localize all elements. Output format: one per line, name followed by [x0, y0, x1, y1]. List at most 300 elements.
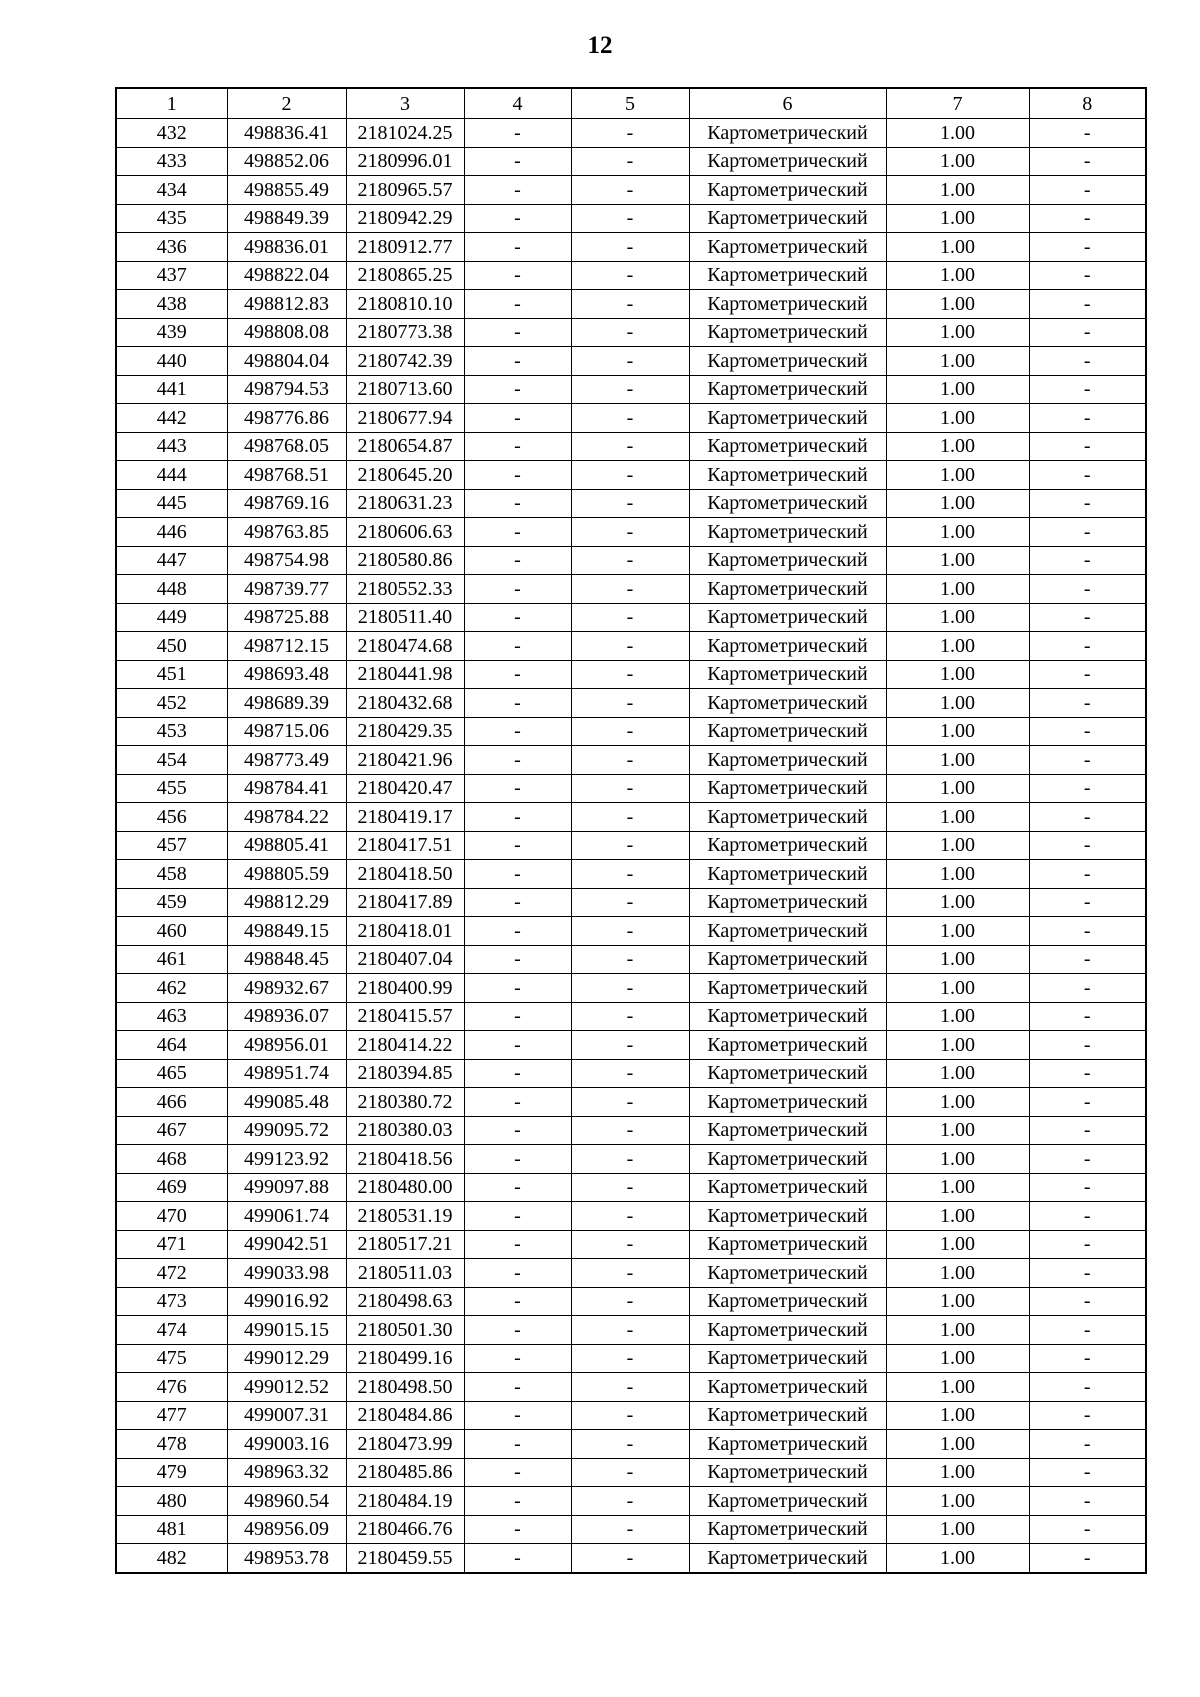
- y-coordinate-cell: 2180417.51: [346, 831, 464, 860]
- accuracy-cell: 1.00: [886, 831, 1029, 860]
- column-header: 6: [689, 88, 886, 119]
- point-number-cell: 443: [116, 432, 227, 461]
- column-5-cell: -: [571, 347, 689, 376]
- column-4-cell: -: [464, 1430, 571, 1459]
- column-4-cell: -: [464, 1487, 571, 1516]
- point-number-cell: 473: [116, 1287, 227, 1316]
- method-cell: Картометрический: [689, 746, 886, 775]
- column-8-cell: -: [1029, 717, 1146, 746]
- point-number-cell: 437: [116, 261, 227, 290]
- method-cell: Картометрический: [689, 689, 886, 718]
- table-row: [116, 803, 1146, 832]
- table-row: [116, 1173, 1146, 1202]
- method-cell: Картометрический: [689, 1173, 886, 1202]
- table-row: [116, 290, 1146, 319]
- column-5-cell: -: [571, 1259, 689, 1288]
- y-coordinate-cell: 2180380.72: [346, 1088, 464, 1117]
- column-8-cell: -: [1029, 375, 1146, 404]
- table-row: [116, 1202, 1146, 1231]
- method-cell: Картометрический: [689, 290, 886, 319]
- x-coordinate-cell: 498715.06: [227, 717, 346, 746]
- x-coordinate-cell: 498855.49: [227, 176, 346, 205]
- column-8-cell: -: [1029, 347, 1146, 376]
- column-8-cell: -: [1029, 261, 1146, 290]
- accuracy-cell: 1.00: [886, 518, 1029, 547]
- method-cell: Картометрический: [689, 831, 886, 860]
- column-8-cell: -: [1029, 1316, 1146, 1345]
- y-coordinate-cell: 2180418.56: [346, 1145, 464, 1174]
- column-4-cell: -: [464, 1031, 571, 1060]
- method-cell: Картометрический: [689, 204, 886, 233]
- accuracy-cell: 1.00: [886, 375, 1029, 404]
- point-number-cell: 458: [116, 860, 227, 889]
- column-8-cell: -: [1029, 860, 1146, 889]
- method-cell: Картометрический: [689, 1002, 886, 1031]
- column-4-cell: -: [464, 660, 571, 689]
- column-8-cell: -: [1029, 1515, 1146, 1544]
- accuracy-cell: 1.00: [886, 147, 1029, 176]
- method-cell: Картометрический: [689, 575, 886, 604]
- x-coordinate-cell: 498956.09: [227, 1515, 346, 1544]
- x-coordinate-cell: 498953.78: [227, 1544, 346, 1573]
- table-row: [116, 632, 1146, 661]
- accuracy-cell: 1.00: [886, 176, 1029, 205]
- method-cell: Картометрический: [689, 1116, 886, 1145]
- x-coordinate-cell: 499097.88: [227, 1173, 346, 1202]
- point-number-cell: 442: [116, 404, 227, 433]
- point-number-cell: 438: [116, 290, 227, 319]
- column-5-cell: -: [571, 204, 689, 233]
- method-cell: Картометрический: [689, 974, 886, 1003]
- y-coordinate-cell: 2180511.03: [346, 1259, 464, 1288]
- x-coordinate-cell: 498804.04: [227, 347, 346, 376]
- column-4-cell: -: [464, 746, 571, 775]
- table-row: [116, 318, 1146, 347]
- column-5-cell: -: [571, 518, 689, 547]
- x-coordinate-cell: 498805.59: [227, 860, 346, 889]
- point-number-cell: 446: [116, 518, 227, 547]
- method-cell: Картометрический: [689, 318, 886, 347]
- point-number-cell: 451: [116, 660, 227, 689]
- x-coordinate-cell: 499061.74: [227, 1202, 346, 1231]
- point-number-cell: 439: [116, 318, 227, 347]
- accuracy-cell: 1.00: [886, 1430, 1029, 1459]
- column-8-cell: -: [1029, 489, 1146, 518]
- x-coordinate-cell: 499085.48: [227, 1088, 346, 1117]
- column-4-cell: -: [464, 147, 571, 176]
- method-cell: Картометрический: [689, 1458, 886, 1487]
- x-coordinate-cell: 499012.52: [227, 1373, 346, 1402]
- table-row: [116, 1002, 1146, 1031]
- point-number-cell: 444: [116, 461, 227, 490]
- column-header: 2: [227, 88, 346, 119]
- table-row: [116, 119, 1146, 148]
- y-coordinate-cell: 2180466.76: [346, 1515, 464, 1544]
- point-number-cell: 452: [116, 689, 227, 718]
- column-header: 5: [571, 88, 689, 119]
- accuracy-cell: 1.00: [886, 1401, 1029, 1430]
- column-header: 4: [464, 88, 571, 119]
- column-5-cell: -: [571, 176, 689, 205]
- table-row: [116, 204, 1146, 233]
- method-cell: Картометрический: [689, 603, 886, 632]
- y-coordinate-cell: 2180414.22: [346, 1031, 464, 1060]
- method-cell: Картометрический: [689, 945, 886, 974]
- column-5-cell: -: [571, 575, 689, 604]
- y-coordinate-cell: 2180474.68: [346, 632, 464, 661]
- accuracy-cell: 1.00: [886, 1002, 1029, 1031]
- column-header: 3: [346, 88, 464, 119]
- table-row: [116, 404, 1146, 433]
- y-coordinate-cell: 2180645.20: [346, 461, 464, 490]
- y-coordinate-cell: 2180773.38: [346, 318, 464, 347]
- point-number-cell: 434: [116, 176, 227, 205]
- y-coordinate-cell: 2180473.99: [346, 1430, 464, 1459]
- column-8-cell: -: [1029, 746, 1146, 775]
- point-number-cell: 478: [116, 1430, 227, 1459]
- method-cell: Картометрический: [689, 1287, 886, 1316]
- accuracy-cell: 1.00: [886, 1515, 1029, 1544]
- y-coordinate-cell: 2180429.35: [346, 717, 464, 746]
- x-coordinate-cell: 498822.04: [227, 261, 346, 290]
- accuracy-cell: 1.00: [886, 318, 1029, 347]
- accuracy-cell: 1.00: [886, 233, 1029, 262]
- table-row: [116, 575, 1146, 604]
- accuracy-cell: 1.00: [886, 603, 1029, 632]
- column-5-cell: -: [571, 404, 689, 433]
- column-5-cell: -: [571, 1430, 689, 1459]
- table-row: [116, 1344, 1146, 1373]
- column-4-cell: -: [464, 603, 571, 632]
- x-coordinate-cell: 499016.92: [227, 1287, 346, 1316]
- column-8-cell: -: [1029, 803, 1146, 832]
- table-row: [116, 432, 1146, 461]
- table-row: [116, 1287, 1146, 1316]
- table-row: [116, 1145, 1146, 1174]
- x-coordinate-cell: 498768.05: [227, 432, 346, 461]
- table-row: [116, 1458, 1146, 1487]
- accuracy-cell: 1.00: [886, 803, 1029, 832]
- point-number-cell: 461: [116, 945, 227, 974]
- method-cell: Картометрический: [689, 917, 886, 946]
- y-coordinate-cell: 2180606.63: [346, 518, 464, 547]
- accuracy-cell: 1.00: [886, 660, 1029, 689]
- column-8-cell: -: [1029, 290, 1146, 319]
- method-cell: Картометрический: [689, 176, 886, 205]
- table-row: [116, 974, 1146, 1003]
- table-row: [116, 1116, 1146, 1145]
- y-coordinate-cell: 2180498.50: [346, 1373, 464, 1402]
- method-cell: Картометрический: [689, 1430, 886, 1459]
- accuracy-cell: 1.00: [886, 860, 1029, 889]
- point-number-cell: 454: [116, 746, 227, 775]
- point-number-cell: 448: [116, 575, 227, 604]
- accuracy-cell: 1.00: [886, 404, 1029, 433]
- point-number-cell: 477: [116, 1401, 227, 1430]
- accuracy-cell: 1.00: [886, 1031, 1029, 1060]
- accuracy-cell: 1.00: [886, 1316, 1029, 1345]
- column-4-cell: -: [464, 461, 571, 490]
- y-coordinate-cell: 2180511.40: [346, 603, 464, 632]
- column-8-cell: -: [1029, 546, 1146, 575]
- x-coordinate-cell: 499003.16: [227, 1430, 346, 1459]
- table-row: [116, 945, 1146, 974]
- column-8-cell: -: [1029, 1145, 1146, 1174]
- method-cell: Картометрический: [689, 1259, 886, 1288]
- point-number-cell: 481: [116, 1515, 227, 1544]
- x-coordinate-cell: 498763.85: [227, 518, 346, 547]
- column-4-cell: -: [464, 518, 571, 547]
- column-5-cell: -: [571, 318, 689, 347]
- point-number-cell: 449: [116, 603, 227, 632]
- point-number-cell: 459: [116, 888, 227, 917]
- column-5-cell: -: [571, 147, 689, 176]
- point-number-cell: 463: [116, 1002, 227, 1031]
- x-coordinate-cell: 498932.67: [227, 974, 346, 1003]
- column-8-cell: -: [1029, 318, 1146, 347]
- y-coordinate-cell: 2180498.63: [346, 1287, 464, 1316]
- x-coordinate-cell: 498956.01: [227, 1031, 346, 1060]
- accuracy-cell: 1.00: [886, 119, 1029, 148]
- column-5-cell: -: [571, 119, 689, 148]
- method-cell: Картометрический: [689, 660, 886, 689]
- y-coordinate-cell: 2180415.57: [346, 1002, 464, 1031]
- table-row: [116, 774, 1146, 803]
- column-5-cell: -: [571, 689, 689, 718]
- y-coordinate-cell: 2181024.25: [346, 119, 464, 148]
- x-coordinate-cell: 498808.08: [227, 318, 346, 347]
- table-row: [116, 603, 1146, 632]
- column-5-cell: -: [571, 1202, 689, 1231]
- column-5-cell: -: [571, 1002, 689, 1031]
- accuracy-cell: 1.00: [886, 888, 1029, 917]
- column-8-cell: -: [1029, 1287, 1146, 1316]
- x-coordinate-cell: 498805.41: [227, 831, 346, 860]
- method-cell: Картометрический: [689, 1544, 886, 1573]
- column-8-cell: -: [1029, 1344, 1146, 1373]
- table-row: [116, 917, 1146, 946]
- y-coordinate-cell: 2180580.86: [346, 546, 464, 575]
- column-8-cell: -: [1029, 233, 1146, 262]
- table-row: [116, 831, 1146, 860]
- y-coordinate-cell: 2180441.98: [346, 660, 464, 689]
- table-row: [116, 717, 1146, 746]
- table-row: [116, 1544, 1146, 1573]
- y-coordinate-cell: 2180484.19: [346, 1487, 464, 1516]
- accuracy-cell: 1.00: [886, 489, 1029, 518]
- column-5-cell: -: [571, 1401, 689, 1430]
- column-5-cell: -: [571, 461, 689, 490]
- x-coordinate-cell: 498963.32: [227, 1458, 346, 1487]
- coordinates-table: [115, 87, 1147, 1574]
- column-8-cell: -: [1029, 1544, 1146, 1573]
- method-cell: Картометрический: [689, 1059, 886, 1088]
- accuracy-cell: 1.00: [886, 1145, 1029, 1174]
- method-cell: Картометрический: [689, 347, 886, 376]
- column-8-cell: -: [1029, 518, 1146, 547]
- column-4-cell: -: [464, 1287, 571, 1316]
- method-cell: Картометрический: [689, 1487, 886, 1516]
- x-coordinate-cell: 499033.98: [227, 1259, 346, 1288]
- column-4-cell: -: [464, 974, 571, 1003]
- table-row: [116, 461, 1146, 490]
- accuracy-cell: 1.00: [886, 1373, 1029, 1402]
- accuracy-cell: 1.00: [886, 1116, 1029, 1145]
- page-number: 12: [587, 32, 613, 59]
- table-row: [116, 518, 1146, 547]
- column-8-cell: -: [1029, 204, 1146, 233]
- column-5-cell: -: [571, 632, 689, 661]
- column-4-cell: -: [464, 318, 571, 347]
- column-8-cell: -: [1029, 774, 1146, 803]
- y-coordinate-cell: 2180631.23: [346, 489, 464, 518]
- column-8-cell: -: [1029, 1002, 1146, 1031]
- accuracy-cell: 1.00: [886, 974, 1029, 1003]
- column-8-cell: -: [1029, 1458, 1146, 1487]
- point-number-cell: 474: [116, 1316, 227, 1345]
- method-cell: Картометрический: [689, 1316, 886, 1345]
- x-coordinate-cell: 498852.06: [227, 147, 346, 176]
- table-row: [116, 1373, 1146, 1402]
- column-4-cell: -: [464, 261, 571, 290]
- point-number-cell: 472: [116, 1259, 227, 1288]
- y-coordinate-cell: 2180912.77: [346, 233, 464, 262]
- column-4-cell: -: [464, 1259, 571, 1288]
- column-4-cell: -: [464, 233, 571, 262]
- table-row: [116, 489, 1146, 518]
- column-5-cell: -: [571, 917, 689, 946]
- method-cell: Картометрический: [689, 1230, 886, 1259]
- column-5-cell: -: [571, 1031, 689, 1060]
- column-5-cell: -: [571, 233, 689, 262]
- y-coordinate-cell: 2180865.25: [346, 261, 464, 290]
- column-5-cell: -: [571, 660, 689, 689]
- column-8-cell: -: [1029, 1259, 1146, 1288]
- column-4-cell: -: [464, 1230, 571, 1259]
- column-5-cell: -: [571, 860, 689, 889]
- table-row: [116, 1487, 1146, 1516]
- accuracy-cell: 1.00: [886, 1259, 1029, 1288]
- column-8-cell: -: [1029, 945, 1146, 974]
- column-4-cell: -: [464, 204, 571, 233]
- point-number-cell: 456: [116, 803, 227, 832]
- column-5-cell: -: [571, 603, 689, 632]
- method-cell: Картометрический: [689, 1202, 886, 1231]
- accuracy-cell: 1.00: [886, 1202, 1029, 1231]
- x-coordinate-cell: 498689.39: [227, 689, 346, 718]
- x-coordinate-cell: 498784.22: [227, 803, 346, 832]
- column-4-cell: -: [464, 888, 571, 917]
- method-cell: Картометрический: [689, 860, 886, 889]
- accuracy-cell: 1.00: [886, 1059, 1029, 1088]
- column-4-cell: -: [464, 432, 571, 461]
- x-coordinate-cell: 498712.15: [227, 632, 346, 661]
- column-5-cell: -: [571, 1230, 689, 1259]
- method-cell: Картометрический: [689, 1373, 886, 1402]
- column-4-cell: -: [464, 1373, 571, 1402]
- accuracy-cell: 1.00: [886, 1544, 1029, 1573]
- accuracy-cell: 1.00: [886, 774, 1029, 803]
- table-row: [116, 1059, 1146, 1088]
- point-number-cell: 464: [116, 1031, 227, 1060]
- table-body: [116, 119, 1146, 1573]
- method-cell: Картометрический: [689, 432, 886, 461]
- point-number-cell: 455: [116, 774, 227, 803]
- method-cell: Картометрический: [689, 717, 886, 746]
- accuracy-cell: 1.00: [886, 546, 1029, 575]
- column-4-cell: -: [464, 860, 571, 889]
- column-4-cell: -: [464, 1458, 571, 1487]
- accuracy-cell: 1.00: [886, 746, 1029, 775]
- y-coordinate-cell: 2180742.39: [346, 347, 464, 376]
- x-coordinate-cell: 499095.72: [227, 1116, 346, 1145]
- x-coordinate-cell: 498836.41: [227, 119, 346, 148]
- y-coordinate-cell: 2180531.19: [346, 1202, 464, 1231]
- y-coordinate-cell: 2180432.68: [346, 689, 464, 718]
- column-4-cell: -: [464, 1059, 571, 1088]
- point-number-cell: 435: [116, 204, 227, 233]
- x-coordinate-cell: 498812.29: [227, 888, 346, 917]
- column-5-cell: -: [571, 1544, 689, 1573]
- column-4-cell: -: [464, 290, 571, 319]
- point-number-cell: 432: [116, 119, 227, 148]
- column-4-cell: -: [464, 1116, 571, 1145]
- point-number-cell: 433: [116, 147, 227, 176]
- accuracy-cell: 1.00: [886, 290, 1029, 319]
- column-4-cell: -: [464, 1145, 571, 1174]
- x-coordinate-cell: 499042.51: [227, 1230, 346, 1259]
- column-8-cell: -: [1029, 119, 1146, 148]
- column-8-cell: -: [1029, 1487, 1146, 1516]
- column-5-cell: -: [571, 888, 689, 917]
- accuracy-cell: 1.00: [886, 575, 1029, 604]
- column-8-cell: -: [1029, 176, 1146, 205]
- y-coordinate-cell: 2180480.00: [346, 1173, 464, 1202]
- column-5-cell: -: [571, 1487, 689, 1516]
- accuracy-cell: 1.00: [886, 917, 1029, 946]
- table-row: [116, 176, 1146, 205]
- table-header-row: [116, 88, 1146, 119]
- table-row: [116, 660, 1146, 689]
- point-number-cell: 450: [116, 632, 227, 661]
- x-coordinate-cell: 499012.29: [227, 1344, 346, 1373]
- column-5-cell: -: [571, 945, 689, 974]
- accuracy-cell: 1.00: [886, 1344, 1029, 1373]
- table-row: [116, 233, 1146, 262]
- x-coordinate-cell: 499015.15: [227, 1316, 346, 1345]
- accuracy-cell: 1.00: [886, 204, 1029, 233]
- x-coordinate-cell: 498812.83: [227, 290, 346, 319]
- y-coordinate-cell: 2180419.17: [346, 803, 464, 832]
- column-4-cell: -: [464, 347, 571, 376]
- x-coordinate-cell: 498936.07: [227, 1002, 346, 1031]
- x-coordinate-cell: 498960.54: [227, 1487, 346, 1516]
- accuracy-cell: 1.00: [886, 432, 1029, 461]
- x-coordinate-cell: 498693.48: [227, 660, 346, 689]
- x-coordinate-cell: 498769.16: [227, 489, 346, 518]
- table-row: [116, 1230, 1146, 1259]
- column-8-cell: -: [1029, 1173, 1146, 1202]
- column-8-cell: -: [1029, 1373, 1146, 1402]
- table-row: [116, 546, 1146, 575]
- point-number-cell: 476: [116, 1373, 227, 1402]
- point-number-cell: 447: [116, 546, 227, 575]
- point-number-cell: 465: [116, 1059, 227, 1088]
- x-coordinate-cell: 498951.74: [227, 1059, 346, 1088]
- column-header: 8: [1029, 88, 1146, 119]
- column-4-cell: -: [464, 717, 571, 746]
- method-cell: Картометрический: [689, 233, 886, 262]
